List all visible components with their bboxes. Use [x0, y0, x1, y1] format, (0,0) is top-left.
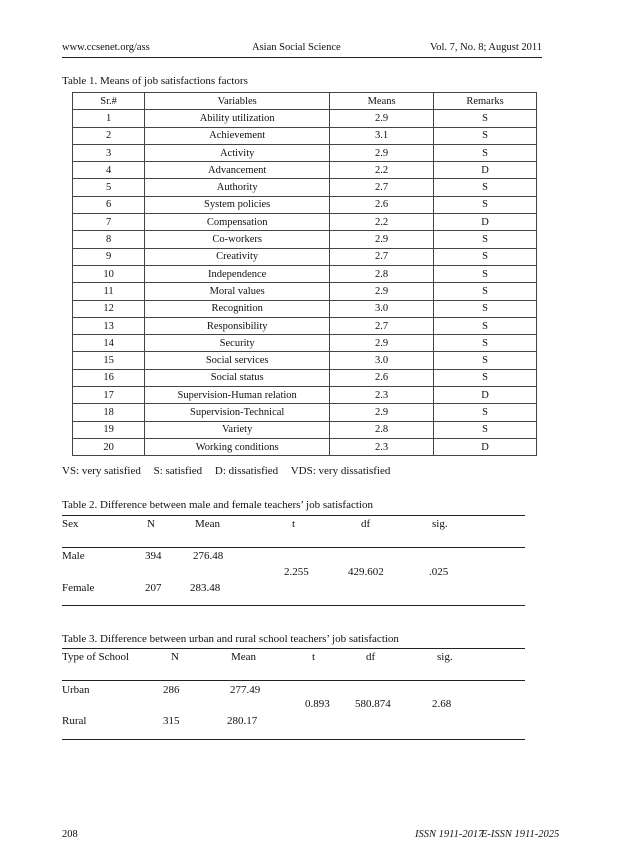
table1-cell: 7 — [73, 214, 145, 231]
table1-cell: Recognition — [145, 300, 330, 317]
table1-cell: Co-workers — [145, 231, 330, 248]
table1-col-header: Remarks — [434, 93, 537, 110]
table1-cell: 15 — [73, 352, 145, 369]
table1-cell: 2.2 — [330, 214, 434, 231]
table1-cell: D — [434, 387, 537, 404]
table1-cell: 5 — [73, 179, 145, 196]
table2-header-t: t — [292, 518, 296, 530]
table2-row-mean: 276.48 — [193, 550, 224, 562]
table1-row — [73, 144, 537, 161]
table1-cell: D — [434, 162, 537, 179]
table1-col-header: Sr.# — [73, 93, 145, 110]
table1-cell: 2.2 — [330, 162, 434, 179]
page-number: 208 — [62, 829, 78, 840]
table1-cell: Supervision-Human relation — [145, 387, 330, 404]
table1-cell: S — [434, 421, 537, 438]
table1-cell: S — [434, 265, 537, 282]
table3-row-mean: 280.17 — [227, 715, 258, 727]
table3-header-t: t — [312, 651, 316, 663]
legend-item: S: satisfied — [153, 465, 203, 477]
table1-row — [73, 231, 537, 248]
table1-cell: 2.7 — [330, 317, 434, 334]
table1-cell: 2.9 — [330, 231, 434, 248]
table1-cell: S — [434, 127, 537, 144]
table2-stat-df: 429.602 — [348, 566, 384, 578]
table3-caption: Table 3. Difference between urban and rural school teachers’ job satisfaction — [62, 633, 399, 645]
table1-cell: 2.7 — [330, 248, 434, 265]
table1-cell: 17 — [73, 387, 145, 404]
table1-row — [73, 214, 537, 231]
table2-header-n: N — [147, 518, 155, 530]
table1-cell: 4 — [73, 162, 145, 179]
table1-cell: 2.3 — [330, 438, 434, 455]
legend-item: VS: very satisfied — [62, 465, 141, 477]
table3-top-rule — [62, 648, 525, 649]
table2-header-rule — [62, 547, 525, 548]
table1-cell: 9 — [73, 248, 145, 265]
table1-cell: 3.0 — [330, 300, 434, 317]
table2-header-mean: Mean — [195, 518, 221, 530]
table3-stat-df: 580.874 — [355, 698, 391, 710]
table1-cell: 2.9 — [330, 144, 434, 161]
table1-cell: Working conditions — [145, 438, 330, 455]
table1-cell: Variety — [145, 421, 330, 438]
header-journal: Asian Social Science — [252, 42, 341, 53]
table2-row-group: Female — [62, 582, 95, 594]
table1-cell: 2.9 — [330, 404, 434, 421]
table1-cell: 13 — [73, 317, 145, 334]
table3-header-n: N — [171, 651, 179, 663]
table1-cell: S — [434, 144, 537, 161]
table1-cell: Independence — [145, 265, 330, 282]
table3-row-mean: 277.49 — [230, 684, 261, 696]
table1-cell: Responsibility — [145, 317, 330, 334]
table2-row-group: Male — [62, 550, 85, 562]
table1-cell: 6 — [73, 196, 145, 213]
page-header — [62, 39, 542, 55]
footer-eissn: E-ISSN 1911-2025 — [481, 829, 560, 840]
table1-legend — [62, 465, 400, 477]
table2-bottom-rule — [62, 605, 525, 606]
table1-cell: S — [434, 300, 537, 317]
table1-cell: Advancement — [145, 162, 330, 179]
table2-header-sex: Sex — [62, 518, 79, 530]
table2-caption: Table 2. Difference between male and female teachers’ job satisfaction — [62, 499, 373, 511]
header-volume: Vol. 7, No. 8; August 2011 — [429, 42, 542, 53]
table1-cell: S — [434, 352, 537, 369]
table1-cell: S — [434, 335, 537, 352]
table1-cell: Achievement — [145, 127, 330, 144]
table1-cell: S — [434, 283, 537, 300]
table1-row — [73, 110, 537, 127]
table1-row — [73, 248, 537, 265]
table1-cell: S — [434, 110, 537, 127]
table1-cell: 3 — [73, 144, 145, 161]
table1-row — [73, 404, 537, 421]
table2-stat-t: 2.255 — [284, 566, 309, 578]
table1-cell: S — [434, 369, 537, 386]
table1-row — [73, 369, 537, 386]
table1-row — [73, 421, 537, 438]
table1-cell: D — [434, 438, 537, 455]
table1-cell: 14 — [73, 335, 145, 352]
footer-issn: ISSN 1911-2017 — [415, 829, 484, 840]
table1-cell: 3.1 — [330, 127, 434, 144]
table1-cell: 2.8 — [330, 421, 434, 438]
table1-cell: 2.9 — [330, 283, 434, 300]
table1-cell: 19 — [73, 421, 145, 438]
table3-row-n: 315 — [163, 715, 180, 727]
table1-cell: Creativity — [145, 248, 330, 265]
table3-stat-t: 0.893 — [305, 698, 330, 710]
table1-cell: S — [434, 231, 537, 248]
table1-cell: 1 — [73, 110, 145, 127]
table3-header-mean: Mean — [231, 651, 257, 663]
table1-caption: Table 1. Means of job satisfactions factors — [62, 75, 248, 87]
table1-cell: 2.7 — [330, 179, 434, 196]
table1-cell: 10 — [73, 265, 145, 282]
table1-cell: Social services — [145, 352, 330, 369]
table3-stat-sig: 2.68 — [432, 698, 452, 710]
table2-stat-sig: .025 — [429, 566, 449, 578]
table1-row — [73, 438, 537, 455]
table1-cell: 20 — [73, 438, 145, 455]
table1-row — [73, 265, 537, 282]
table1-cell: Authority — [145, 179, 330, 196]
table1-cell: 16 — [73, 369, 145, 386]
table1-row — [73, 196, 537, 213]
table1-cell: Moral values — [145, 283, 330, 300]
table1-cell: 3.0 — [330, 352, 434, 369]
table2-row-mean: 283.48 — [190, 582, 221, 594]
table1-col-header: Means — [330, 93, 434, 110]
table1-cell: Security — [145, 335, 330, 352]
table3-row-group: Urban — [62, 684, 90, 696]
table1-cell: 8 — [73, 231, 145, 248]
table1-row — [73, 387, 537, 404]
table1-cell: 2.6 — [330, 196, 434, 213]
table1-cell: S — [434, 248, 537, 265]
table2-row-n: 394 — [145, 550, 162, 562]
table1-cell: 2 — [73, 127, 145, 144]
table1-cell: S — [434, 179, 537, 196]
table2-top-rule — [62, 515, 525, 516]
table1-cell: S — [434, 404, 537, 421]
table1-cell: 2.8 — [330, 265, 434, 282]
table1-cell: 2.3 — [330, 387, 434, 404]
table1-cell: 18 — [73, 404, 145, 421]
table1-cell: 12 — [73, 300, 145, 317]
table1-row — [73, 179, 537, 196]
table1-cell: Supervision-Technical — [145, 404, 330, 421]
table1-cell: Ability utilization — [145, 110, 330, 127]
table3-row-n: 286 — [163, 684, 180, 696]
table1-cell: S — [434, 196, 537, 213]
table3-row-group: Rural — [62, 715, 87, 727]
table1-cell: Activity — [145, 144, 330, 161]
table1-cell: 2.9 — [330, 110, 434, 127]
header-website: www.ccsenet.org/ass — [62, 42, 150, 53]
legend-item: D: dissatisfied — [214, 465, 279, 477]
table1-cell: 2.9 — [330, 335, 434, 352]
table1-header-row — [73, 93, 537, 110]
table1-row — [73, 300, 537, 317]
table1-cell: Compensation — [145, 214, 330, 231]
table2-header-df: df — [361, 518, 371, 530]
table1-cell: D — [434, 214, 537, 231]
table1-cell: 11 — [73, 283, 145, 300]
table3-header-type: Type of School — [62, 651, 130, 663]
table2-header-sig: sig. — [432, 518, 448, 530]
table2-row-n: 207 — [145, 582, 162, 594]
table1-cell: S — [434, 317, 537, 334]
table1-cell: System policies — [145, 196, 330, 213]
table3-header-df: df — [366, 651, 376, 663]
table3-bottom-rule — [62, 739, 525, 740]
table1-cell: 2.6 — [330, 369, 434, 386]
table1-col-header: Variables — [145, 93, 330, 110]
table1-row — [73, 352, 537, 369]
table1 — [72, 92, 537, 456]
header-rule — [62, 57, 542, 58]
table3-header-rule — [62, 680, 525, 681]
table1-cell: Social status — [145, 369, 330, 386]
table3-header-sig: sig. — [437, 651, 453, 663]
table1-row — [73, 283, 537, 300]
legend-item: VDS: very dissatisfied — [290, 465, 391, 477]
table1-row — [73, 335, 537, 352]
table1-body — [73, 110, 537, 456]
table1-row — [73, 162, 537, 179]
table1-row — [73, 127, 537, 144]
table1-row — [73, 317, 537, 334]
